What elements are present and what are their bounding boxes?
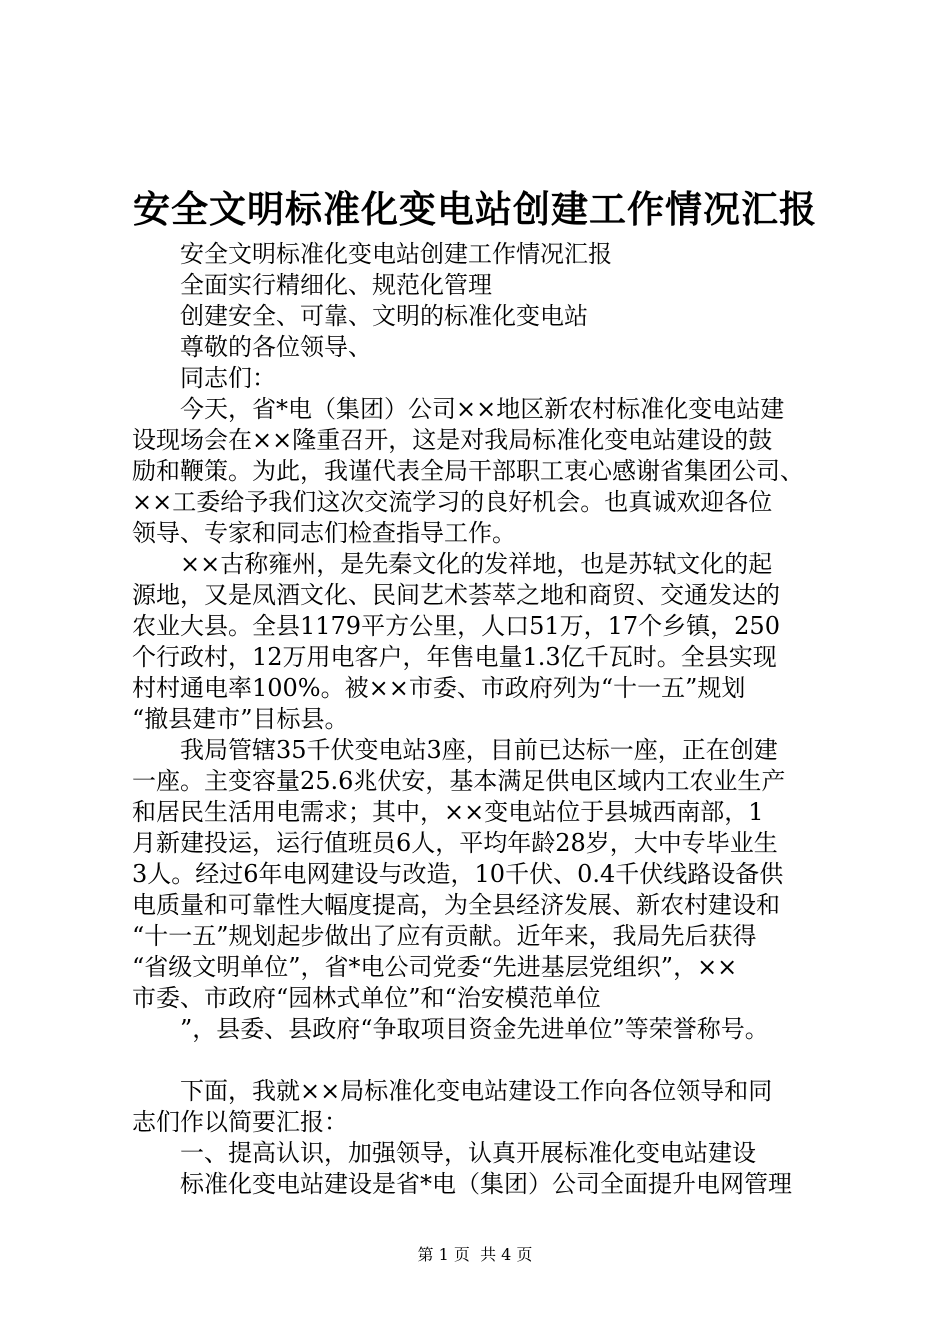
text-line: 下面，我就××局标准化变电站建设工作向各位领导和同: [132, 1077, 773, 1105]
text-line: “撤县建市”目标县。: [132, 705, 349, 733]
page-number: 第 1 页 共 4 页: [417, 1245, 533, 1264]
text-line: 和居民生活用电需求；其中，××变电站位于县城西南部，1: [132, 798, 764, 826]
text-line: 同志们：: [132, 364, 276, 392]
document-title: 安全文明标准化变电站创建工作情况汇报: [133, 187, 817, 231]
text-line: 市委、市政府“园林式单位”和“治安模范单位: [132, 984, 601, 1012]
text-line: 我局管辖35千伏变电站3座，目前已达标一座，正在创建: [132, 736, 778, 764]
text-line: 一座。主变容量25.6兆伏安，基本满足供电区域内工农业生产: [132, 767, 786, 795]
text-line: 一、提高认识，加强领导，认真开展标准化变电站建设: [132, 1139, 756, 1167]
text-line: ”，县委、县政府“争取项目资金先进单位”等荣誉称号。: [132, 1015, 769, 1043]
text-line: 源地，又是凤酒文化、民间艺术荟萃之地和商贸、交通发达的: [132, 581, 780, 609]
text-line: 全面实行精细化、规范化管理: [132, 271, 492, 299]
text-line: 安全文明标准化变电站创建工作情况汇报: [132, 240, 612, 268]
text-line: ××古称雍州，是先秦文化的发祥地，也是苏轼文化的起: [132, 550, 773, 578]
text-line: ××工委给予我们这次交流学习的良好机会。也真诚欢迎各位: [132, 488, 773, 516]
text-line: 电质量和可靠性大幅度提高，为全县经济发展、新农村建设和: [132, 891, 780, 919]
text-line: “省级文明单位”，省*电公司党委“先进基层党组织”，××: [132, 953, 738, 981]
text-line: 个行政村，12万用电客户，年售电量1.3亿千瓦时。全县实现: [132, 643, 777, 671]
text-line: 领导、专家和同志们检查指导工作。: [132, 519, 516, 547]
text-line: 尊敬的各位领导、: [132, 333, 372, 361]
text-line: 设现场会在××隆重召开，这是对我局标准化变电站建设的鼓: [132, 426, 773, 454]
text-line: 志们作以简要汇报：: [132, 1108, 348, 1136]
text-line: 月新建投运，运行值班员6人，平均年龄28岁，大中专毕业生: [132, 829, 778, 857]
text-line: 标准化变电站建设是省*电（集团）公司全面提升电网管理: [132, 1170, 792, 1198]
text-line: 今天，省*电（集团）公司××地区新农村标准化变电站建: [132, 395, 785, 423]
text-line: 3人。经过6年电网建设与改造，10千伏、0.4千伏线路设备供: [132, 860, 784, 888]
text-line: 农业大县。全县1179平方公里，人口51万，17个乡镇，250: [132, 612, 780, 640]
text-line: 励和鞭策。为此，我谨代表全局干部职工衷心感谢省集团公司、: [132, 457, 804, 485]
text-line: 村村通电率100%。被××市委、市政府列为“十一五”规划: [132, 674, 746, 702]
text-line: “十一五”规划起步做出了应有贡献。近年来，我局先后获得: [132, 922, 757, 950]
text-line: 创建安全、可靠、文明的标准化变电站: [132, 302, 588, 330]
